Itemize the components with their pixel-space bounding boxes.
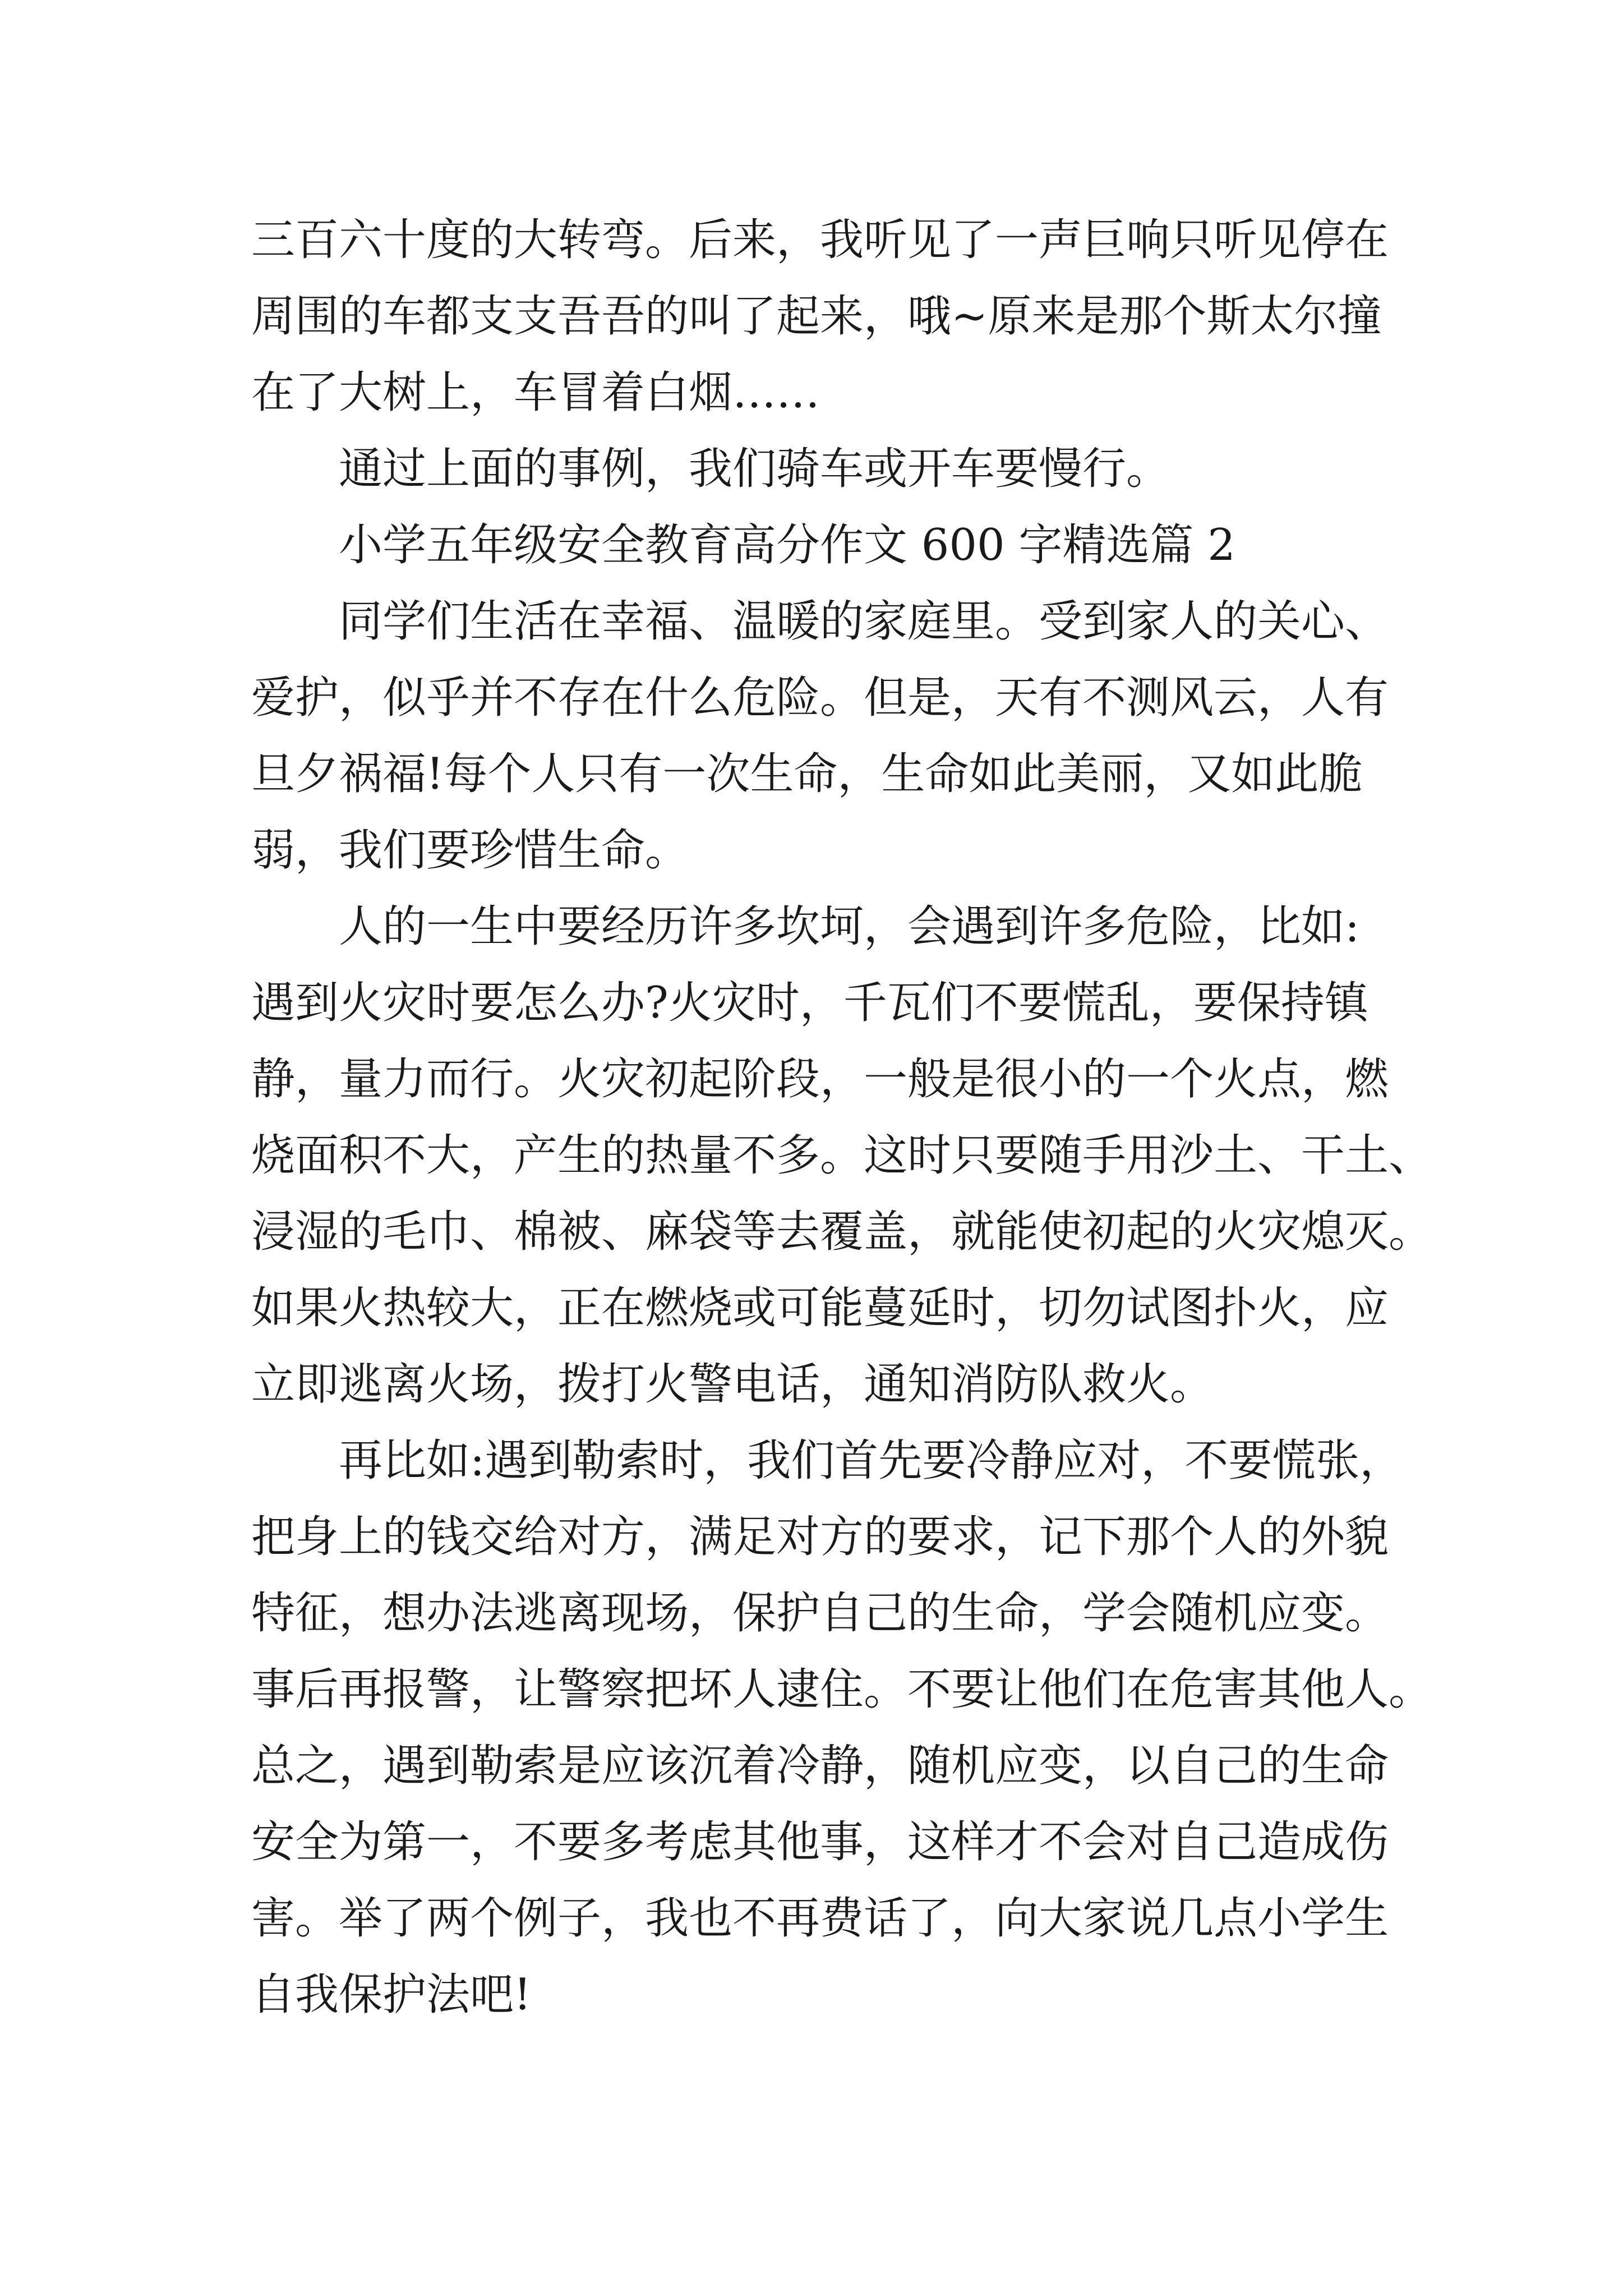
text-line: 害。举了两个例子，我也不再费话了，向大家说几点小学生 — [251, 1893, 1389, 1944]
text-line: 总之，遇到勒索是应该沉着冷静，随机应变，以自己的生命 — [251, 1741, 1389, 1791]
text-line: 周围的车都支支吾吾的叫了起来，哦~原来是那个斯太尔撞 — [251, 291, 1382, 342]
text-line: 弱，我们要珍惜生命。 — [251, 825, 689, 876]
text-line: 事后再报警，让警察把坏人逮住。不要让他们在危害其他人。 — [251, 1664, 1433, 1715]
text-line: 再比如:遇到勒索时，我们首先要冷静应对，不要慌张， — [339, 1435, 1404, 1486]
text-line: 立即逃离火场，拨打火警电话，通知消防队救火。 — [251, 1359, 1214, 1410]
text-line: 爱护，似乎并不存在什么危险。但是，天有不测风云，人有 — [251, 673, 1389, 723]
text-line: 人的一生中要经历许多坎坷，会遇到许多危险，比如: — [339, 901, 1360, 952]
text-line: 在了大树上，车冒着白烟…… — [251, 367, 820, 418]
text-line: 通过上面的事例，我们骑车或开车要慢行。 — [339, 444, 1170, 494]
text-line: 小学五年级安全教育高分作文 600 字精选篇 2 — [339, 520, 1235, 570]
text-line: 同学们生活在幸福、温暖的家庭里。受到家人的关心、 — [339, 596, 1389, 647]
text-line: 烧面积不大，产生的热量不多。这时只要随手用沙土、干土、 — [251, 1130, 1433, 1181]
text-line: 特征，想办法逃离现场，保护自己的生命，学会随机应变。 — [251, 1588, 1389, 1639]
text-line: 三百六十度的大转弯。后来，我听见了一声巨响只听见停在 — [251, 215, 1389, 265]
text-line: 安全为第一，不要多考虑其他事，这样才不会对自己造成伤 — [251, 1817, 1389, 1867]
text-line: 遇到火灾时要怎么办?火灾时，千瓦们不要慌乱，要保持镇 — [251, 978, 1368, 1028]
text-line: 浸湿的毛巾、棉被、麻袋等去覆盖，就能使初起的火灾熄灭。 — [251, 1207, 1433, 1257]
text-line: 把身上的钱交给对方，满足对方的要求，记下那个人的外貌 — [251, 1512, 1389, 1562]
text-line: 如果火热较大，正在燃烧或可能蔓延时，切勿试图扑火，应 — [251, 1283, 1389, 1333]
text-line: 静，量力而行。火灾初起阶段，一般是很小的一个火点，燃 — [251, 1054, 1389, 1105]
text-line: 旦夕祸福!每个人只有一次生命，生命如此美丽，又如此脆 — [251, 749, 1363, 799]
text-line: 自我保护法吧! — [251, 1970, 532, 2020]
